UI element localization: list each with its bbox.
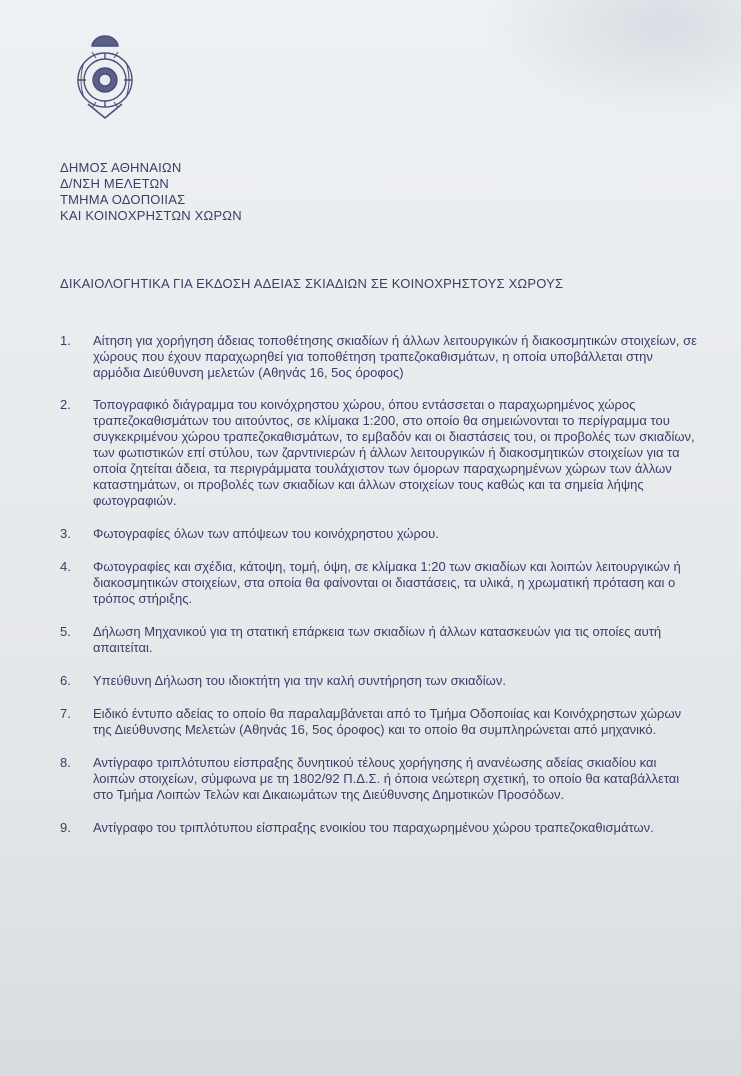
item-text: Αίτηση για χορήγηση άδειας τοποθέτησης σκιαδίων ή άλλων λειτουργικών ή διακοσμητικών στοιχείων, σε χώρους που έχουν παραχωρηθεί για τοποθέτηση τραπεζοκαθισμάτων, η οποία υποβάλλεται στην αρμόδια Διεύθυνση μελετών (Αθηνάς 16, 5ος όροφος) — [93, 333, 697, 380]
list-item — [60, 755, 700, 803]
item-number: 2. — [60, 397, 71, 412]
item-number: 8. — [60, 755, 71, 770]
list-item — [60, 820, 700, 836]
item-number: 4. — [60, 559, 71, 574]
header-line-municipality: ΔΗΜΟΣ ΑΘΗΝΑΙΩΝ — [60, 160, 182, 175]
show-through-shadow — [481, 0, 741, 120]
list-item — [60, 624, 700, 656]
item-number: 9. — [60, 820, 71, 835]
item-text: Ειδικό έντυπο αδείας το οποίο θα παραλαμβάνεται από το Τμήμα Οδοποιίας και Κοινόχρηστων χώρων της Διεύθυνσης Μελετών (Αθηνάς 16, 5ος όροφος) και το οποίο θα συμπληρώνεται από μηχανικό. — [93, 706, 682, 737]
item-text: Φωτογραφίες και σχέδια, κάτοψη, τομή, όψη, σε κλίμακα 1:20 των σκιαδίων και λοιπών λειτουργικών ή διακοσμητικών στοιχείων, στα οποία θα φαίνονται οι διαστάσεις, τα υλικά, η χρωματική πρόταση και ο τρόπος στήριξης. — [93, 559, 681, 606]
header-line-directorate: Δ/ΝΣΗ ΜΕΛΕΤΩΝ — [60, 176, 169, 191]
department-header — [60, 160, 242, 224]
item-number: 5. — [60, 624, 71, 639]
document-title: ΔΙΚΑΙΟΛΟΓΗΤΙΚΑ ΓΙΑ ΕΚΔΟΣΗ ΑΔΕΙΑΣ ΣΚΙΑΔΙΩΝ ΣΕ ΚΟΙΝΟΧΡΗΣΤΟΥΣ ΧΩΡΟΥΣ — [60, 276, 564, 291]
list-item — [60, 673, 700, 689]
list-item — [60, 559, 700, 607]
list-item — [60, 706, 700, 738]
list-item — [60, 397, 700, 509]
header-line-department: ΤΜΗΜΑ ΟΔΟΠΟΙΙΑΣ — [60, 192, 186, 207]
header-line-public-spaces: ΚΑΙ ΚΟΙΝΟΧΡΗΣΤΩΝ ΧΩΡΩΝ — [60, 208, 242, 223]
item-text: Υπεύθυνη Δήλωση του ιδιοκτήτη για την καλή συντήρηση των σκιαδίων. — [93, 673, 506, 688]
requirements-list — [60, 333, 700, 836]
item-text: Δήλωση Μηχανικού για τη στατική επάρκεια των σκιαδίων ή άλλων κατασκευών για τις οποίες αυτή απαιτείται. — [93, 624, 662, 655]
item-text: Φωτογραφίες όλων των απόψεων του κοινόχρηστου χώρου. — [93, 526, 439, 541]
item-text: Αντίγραφο τριπλότυπου είσπραξης δυνητικού τέλους χορήγησης ή ανανέωσης αδείας σκιαδίου και λοιπών στοιχείων, σύμφωνα με τη 1802/92 Π.Δ.Σ. ή όποια νεώτερη σχετική, το οποίο θα καταβάλλεται στο Τμήμα Λοιπών Τελών και Δικαιωμάτων της Διεύθυνσης Δημοτικών Προσόδων. — [93, 755, 680, 802]
list-item — [60, 526, 700, 542]
item-number: 7. — [60, 706, 71, 721]
item-number: 1. — [60, 333, 71, 348]
municipal-seal-logo — [70, 32, 140, 122]
item-text: Αντίγραφο του τριπλότυπου είσπραξης ενοικίου του παραχωρημένου χώρου τραπεζοκαθισμάτων. — [93, 820, 654, 835]
list-item — [60, 333, 700, 381]
item-text: Τοπογραφικό διάγραμμα του κοινόχρηστου χώρου, όπου εντάσσεται ο παραχωρημένος χώρος τραπεζοκαθισμάτων του αιτούντος, σε κλίμακα 1:200, στο οποίο θα σημειώνονται το περίγραμμα του συγκεκριμένου χώρου τραπεζοκαθισμάτων, το εμβαδόν και οι διαστάσεις του, οι προβολές των σκιαδίων, των φωτιστικών επί στύλου, των ζαρντινιερών ή άλλων λειτουργικών ή διακοσμητικών στοιχείων για τα οποία ζητείται άδεια, τα περιγράμματα τουλάχιστον των όμορων παραχωρημένων χώρων των άλλων καταστημάτων, οι προβολές των σκιαδίων και άλλων στοιχείων τους καθώς και τα σημεία λήψης φωτογραφιών. — [93, 397, 695, 508]
item-number: 3. — [60, 526, 71, 541]
item-number: 6. — [60, 673, 71, 688]
